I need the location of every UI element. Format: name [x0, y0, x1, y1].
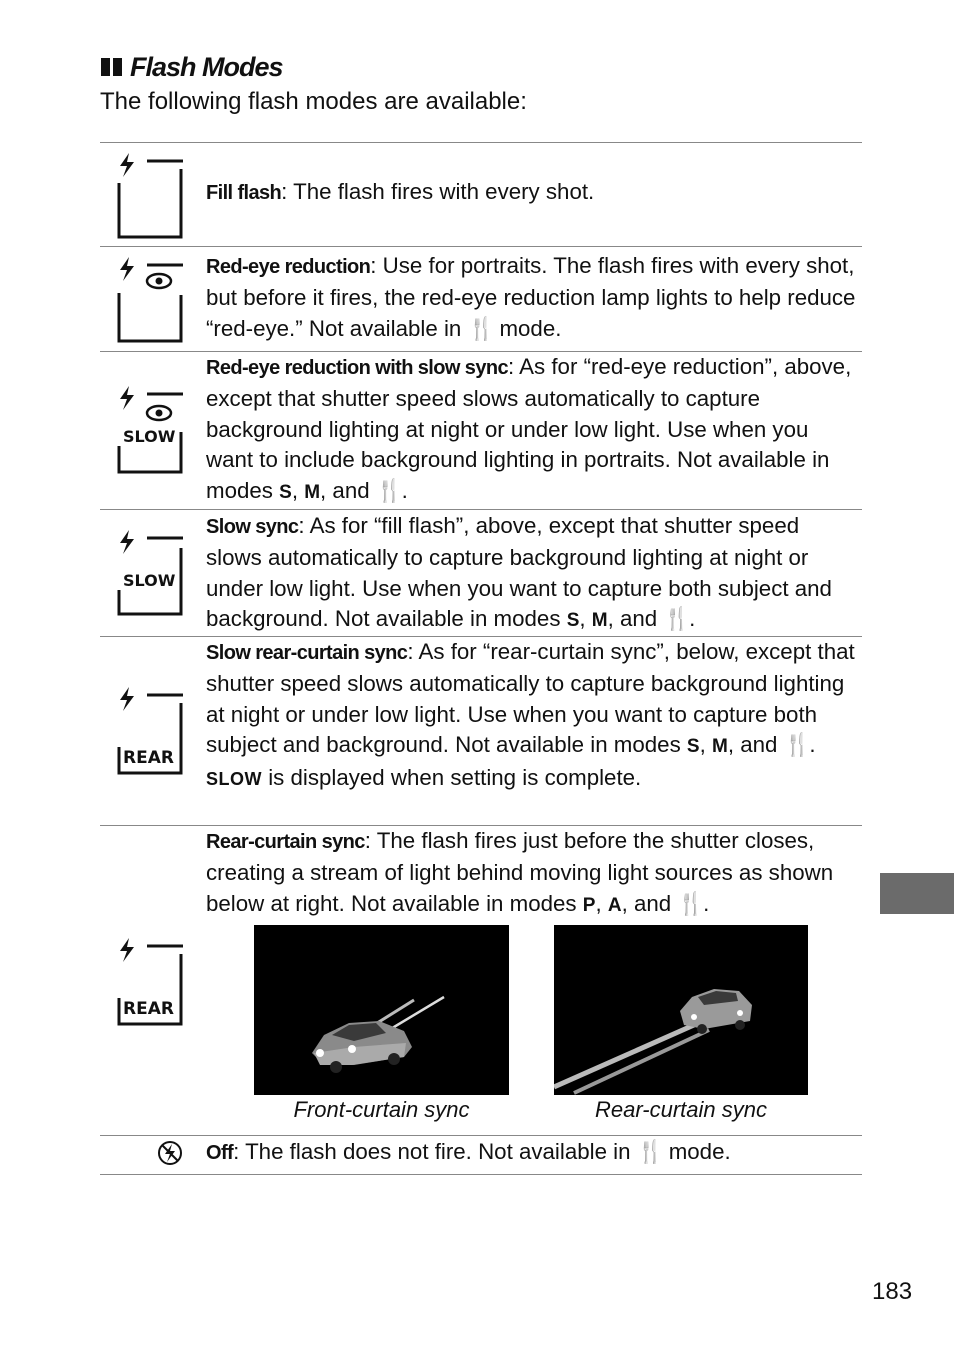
scene-mode-icon: 🍴 — [375, 478, 402, 504]
mode-description: Red-eye reduction with slow sync: As for “red-eye reduction”, above, except that shutter speed slows automatically to capture background lighting at night or under low light. Use when you want to include background lighting in portraits. Not available in modes S, M, and 🍴. — [206, 354, 852, 504]
slow-rear-curtain-sync-icon — [115, 685, 185, 777]
mode-term: Rear-curtain sync — [206, 831, 365, 853]
flash-modes-table — [100, 142, 862, 1175]
svg-text:SLOW: SLOW — [123, 571, 176, 590]
front-curtain-caption: Front-curtain sync — [293, 1097, 470, 1122]
rear-curtain-sync-photo — [554, 925, 808, 1095]
rear-curtain-sync-icon — [115, 936, 185, 1028]
section-title: Flash Modes — [130, 51, 283, 82]
mode-description: Slow rear-curtain sync: As for “rear-curtain sync”, below, except that shutter speed slows automatically to capture background lighting at night or under low light. Use when you want to capture both subject and background. Not available in modes S, M, and 🍴. SLOW is displayed when setting is complete. — [206, 639, 855, 791]
svg-text:REAR: REAR — [123, 999, 174, 1019]
mode-description: Rear-curtain sync: The flash fires just before the shutter closes, creating a stream of light behind moving light sources as shown below at right. Not available in modes P, A, and 🍴. — [206, 828, 834, 916]
mode-term: Red-eye reduction with slow sync — [206, 357, 508, 379]
scene-mode-icon: 🍴 — [663, 606, 690, 632]
mode-term: Fill flash — [206, 182, 282, 204]
table-row-rear-curtain — [100, 825, 862, 1135]
intro-text: The following flash modes are available: — [100, 88, 527, 115]
scene-mode-icon: 🍴 — [677, 890, 704, 916]
scene-mode-icon: 🍴 — [783, 732, 810, 758]
svg-text:SLOW: SLOW — [123, 427, 176, 446]
scene-mode-icon: 🍴 — [636, 1139, 663, 1164]
front-curtain-sync-photo — [254, 925, 509, 1095]
mode-description: Off: The flash does not fire. Not available in 🍴 mode. — [206, 1139, 731, 1164]
red-eye-reduction-icon — [115, 255, 185, 345]
table-row-slow-sync — [100, 509, 862, 636]
flash-off-icon — [136, 1140, 206, 1168]
page-number: 183 — [872, 1278, 913, 1305]
table-row-fill-flash — [100, 142, 862, 246]
mode-description: Fill flash: The flash fires with every shot. — [206, 179, 595, 204]
scene-mode-icon: 🍴 — [467, 315, 494, 341]
mode-term: Slow sync — [206, 516, 299, 538]
mode-term: Slow rear-curtain sync — [206, 642, 408, 664]
section-heading — [101, 50, 283, 84]
table-row-red-eye — [100, 246, 862, 351]
rear-curtain-caption: Rear-curtain sync — [595, 1097, 767, 1122]
table-row-off — [100, 1135, 862, 1175]
slow-sync-icon — [115, 528, 185, 618]
mode-description: Red-eye reduction: Use for portraits. The flash fires with every shot, but before it fires, the red-eye reduction lamp lights to help reduce “red-eye.” Not available in 🍴 mode. — [206, 253, 856, 341]
table-row-red-eye-slow — [100, 351, 862, 509]
slow-indicator: SLOW — [206, 769, 262, 790]
mode-term: Off — [206, 1142, 234, 1164]
mode-description: Slow sync: As for “fill flash”, above, except that shutter speed slows automatically to capture background lighting at night or under low light. Use when you want to capture both subject and background. Not available in modes S, M, and 🍴. — [206, 513, 832, 632]
red-eye-slow-sync-icon — [115, 384, 185, 476]
chapter-tab-marker — [880, 873, 954, 914]
table-row-slow-rear — [100, 636, 862, 825]
mode-term: Red-eye reduction — [206, 256, 371, 278]
fill-flash-icon — [115, 151, 185, 241]
section-marker-icon — [101, 58, 122, 76]
svg-text:REAR: REAR — [123, 748, 174, 768]
